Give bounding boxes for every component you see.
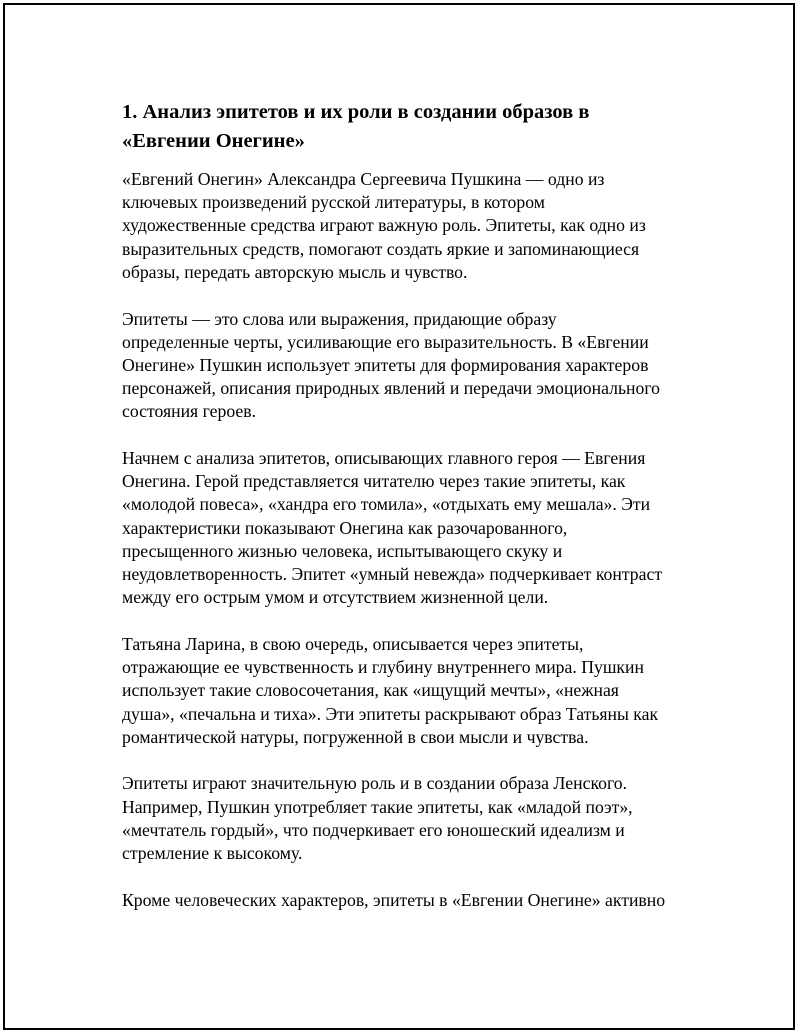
- document-content: [122, 98, 707, 912]
- text-line: определенные черты, усиливающие его выразительность. В «Евгении: [122, 331, 649, 352]
- text-line: «молодой повеса», «хандра его томила», «отдыхать ему мешала». Эти: [122, 494, 651, 515]
- paragraph-continuation: [122, 889, 707, 912]
- paragraph-tatiana: [122, 633, 707, 749]
- text-line: Начнем с анализа эпитетов, описывающих главного героя — Евгения: [122, 448, 646, 469]
- text-line: Эпитеты — это слова или выражения, придающие образу: [122, 308, 557, 329]
- text-line: выразительных средств, помогают создать яркие и запоминающиеся: [122, 238, 640, 259]
- text-line: неудовлетворенность. Эпитет «умный невежда» подчеркивает контраст: [122, 564, 663, 585]
- text-line: «Евгений Онегин» Александра Сергеевича Пушкина — одно из: [122, 169, 605, 189]
- text-line: персонажей, описания природных явлений и передачи эмоционального: [122, 378, 660, 399]
- text-line: Кроме человеческих характеров, эпитеты в «Евгении Онегине» активно: [122, 889, 666, 910]
- text-line: между его острым умом и отсутствием жизненной цели.: [122, 587, 549, 608]
- text-line: Например, Пушкин употребляет такие эпитеты, как «младой поэт»,: [122, 796, 633, 817]
- text-line: характеристики показывают Онегина как разочарованного,: [122, 517, 568, 538]
- text-line: Татьяна Ларина, в свою очередь, описывается через эпитеты,: [122, 633, 584, 654]
- text-line: Онегина. Герой представляется читателю через такие эпитеты, как: [122, 471, 626, 492]
- text-line: романтической натуры, погруженной в свои мысли и чувства.: [122, 726, 589, 747]
- document-title: [122, 98, 707, 156]
- text-line: использует такие словосочетания, как «ищущий мечты», «нежная: [122, 680, 619, 701]
- paragraph-lensky: [122, 772, 707, 865]
- paragraph-intro: [122, 168, 707, 284]
- text-line: пресыщенного жизнью человека, испытывающего скуку и: [122, 540, 563, 561]
- title-line: «Евгении Онегине»: [122, 130, 305, 152]
- text-line: художественные средства играют важную роль. Эпитеты, как одно из: [122, 215, 646, 236]
- page-frame: [3, 3, 795, 1030]
- text-line: «мечтатель гордый», что подчеркивает его юношеский идеализм и: [122, 819, 625, 840]
- text-line: отражающие ее чувственность и глубину внутреннего мира. Пушкин: [122, 657, 644, 678]
- paragraph-onegin: [122, 447, 707, 609]
- text-line: образы, передать авторскую мысль и чувство.: [122, 261, 468, 282]
- text-line: душа», «печальна и тиха». Эти эпитеты раскрывают образ Татьяны как: [122, 703, 659, 724]
- text-line: стремление к высокому.: [122, 843, 303, 864]
- paragraph-epithet-definition: [122, 308, 707, 424]
- text-line: ключевых произведений русской литературы, в котором: [122, 192, 545, 213]
- text-line: Эпитеты играют значительную роль и в создании образа Ленского.: [122, 773, 628, 794]
- text-line: состояния героев.: [122, 401, 257, 422]
- text-line: Онегине» Пушкин использует эпитеты для формирования характеров: [122, 354, 649, 375]
- title-line: 1. Анализ эпитетов и их роли в создании образов в: [122, 101, 590, 123]
